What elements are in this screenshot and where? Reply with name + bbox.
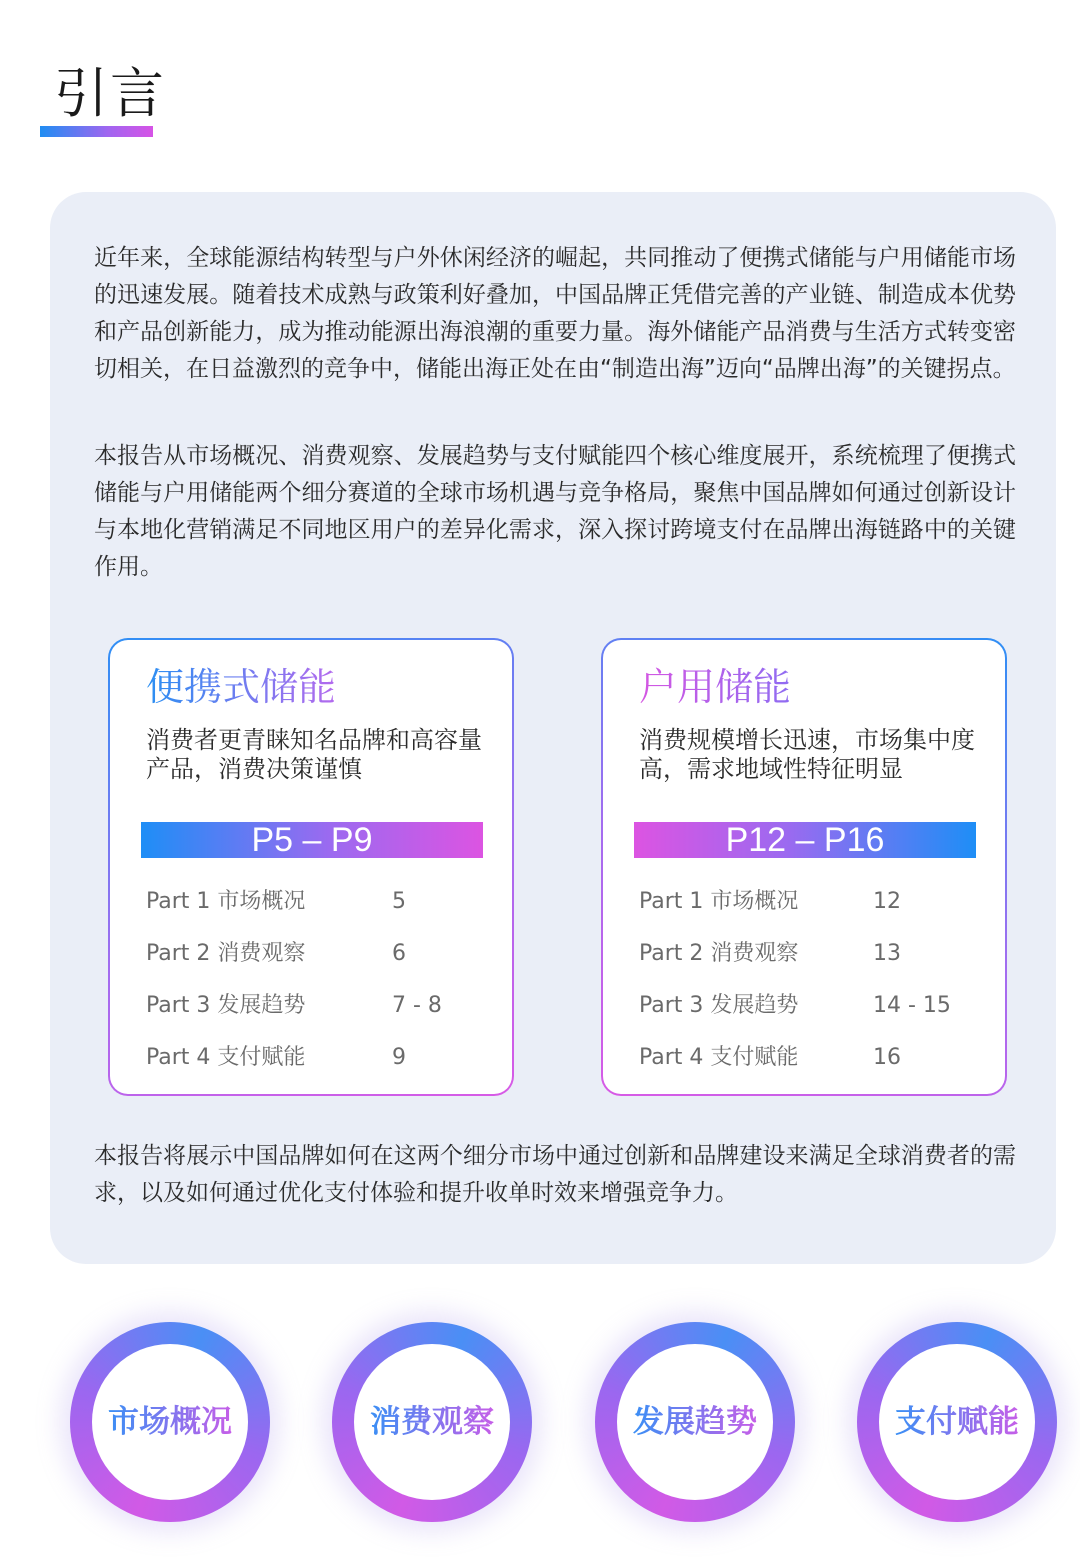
toc-row bbox=[639, 1032, 979, 1084]
dimension-label: 发展趋势 bbox=[633, 1404, 757, 1440]
circle-inner bbox=[879, 1344, 1035, 1500]
circle-inner bbox=[92, 1344, 248, 1500]
card-title: 便携式储能 bbox=[146, 662, 336, 712]
dimension-circle-payment-enablement bbox=[857, 1322, 1057, 1522]
toc-list bbox=[146, 876, 486, 1084]
toc-page: 6 bbox=[392, 941, 406, 966]
conclusion-paragraph: 本报告将展示中国品牌如何在这两个细分市场中通过创新和品牌建设来满足全球消费者的需求，以及如何通过优化支付体验和提升收单时效来增强竞争力。 bbox=[94, 1143, 1016, 1206]
toc-row bbox=[639, 928, 979, 980]
toc-label: Part 2 消费观察 bbox=[146, 941, 306, 966]
toc-label: Part 1 市场概况 bbox=[146, 889, 306, 914]
toc-label: Part 4 支付赋能 bbox=[639, 1045, 799, 1070]
title-underline bbox=[40, 126, 153, 137]
toc-row bbox=[146, 928, 486, 980]
intro-paragraph-1: 近年来，全球能源结构转型与户外休闲经济的崛起，共同推动了便携式储能与户用储能市场的迅速发展。随着技术成熟与政策利好叠加，中国品牌正凭借完善的产业链、制造成本优势和产品创新能力，成为推动能源出海浪潮的重要力量。海外储能产品消费与生活方式转变密切相关，在日益激烈的竞争中，储能出海正处在由“制造出海”迈向“品牌出海”的关键拐点。 bbox=[94, 245, 1016, 382]
card-body bbox=[603, 640, 1005, 1094]
page-range-banner: P5 – P9 bbox=[141, 822, 483, 858]
toc-label: Part 2 消费观察 bbox=[639, 941, 799, 966]
toc-row bbox=[639, 980, 979, 1032]
dimension-circle-consumer-insight bbox=[332, 1322, 532, 1522]
toc-label: Part 4 支付赋能 bbox=[146, 1045, 306, 1070]
dimension-circle-market-overview bbox=[70, 1322, 270, 1522]
toc-page: 9 bbox=[392, 1045, 406, 1070]
page-range-banner: P12 – P16 bbox=[634, 822, 976, 858]
toc-page: 16 bbox=[873, 1045, 901, 1070]
toc-label: Part 1 市场概况 bbox=[639, 889, 799, 914]
toc-row bbox=[146, 876, 486, 928]
toc-page: 5 bbox=[392, 889, 406, 914]
intro-paragraph-2: 本报告从市场概况、消费观察、发展趋势与支付赋能四个核心维度展开，系统梳理了便携式储能与户用储能两个细分赛道的全球市场机遇与竞争格局，聚焦中国品牌如何通过创新设计与本地化营销满足不同地区用户的差异化需求，深入探讨跨境支付在品牌出海链路中的关键作用。 bbox=[94, 443, 1016, 580]
dimension-circle-development-trend bbox=[595, 1322, 795, 1522]
card-description: 消费规模增长迅速，市场集中度高，需求地域性特征明显 bbox=[639, 726, 975, 783]
dimension-label: 市场概况 bbox=[108, 1404, 232, 1440]
toc-page: 12 bbox=[873, 889, 901, 914]
toc-label: Part 3 发展趋势 bbox=[639, 993, 799, 1018]
circle-inner bbox=[617, 1344, 773, 1500]
portable-storage-card bbox=[108, 638, 514, 1096]
card-body bbox=[110, 640, 512, 1094]
card-description: 消费者更青睐知名品牌和高容量产品，消费决策谨慎 bbox=[146, 726, 482, 783]
toc-page: 7 - 8 bbox=[392, 993, 442, 1018]
toc-row bbox=[639, 876, 979, 928]
toc-row bbox=[146, 1032, 486, 1084]
dimension-label: 支付赋能 bbox=[895, 1404, 1019, 1440]
toc-row bbox=[146, 980, 486, 1032]
toc-page: 14 - 15 bbox=[873, 993, 951, 1018]
circle-inner bbox=[354, 1344, 510, 1500]
page-title: 引言 bbox=[54, 62, 166, 125]
dimension-label: 消费观察 bbox=[370, 1404, 494, 1440]
toc-label: Part 3 发展趋势 bbox=[146, 993, 306, 1018]
card-title: 户用储能 bbox=[639, 662, 791, 712]
household-storage-card bbox=[601, 638, 1007, 1096]
toc-page: 13 bbox=[873, 941, 901, 966]
toc-list bbox=[639, 876, 979, 1084]
